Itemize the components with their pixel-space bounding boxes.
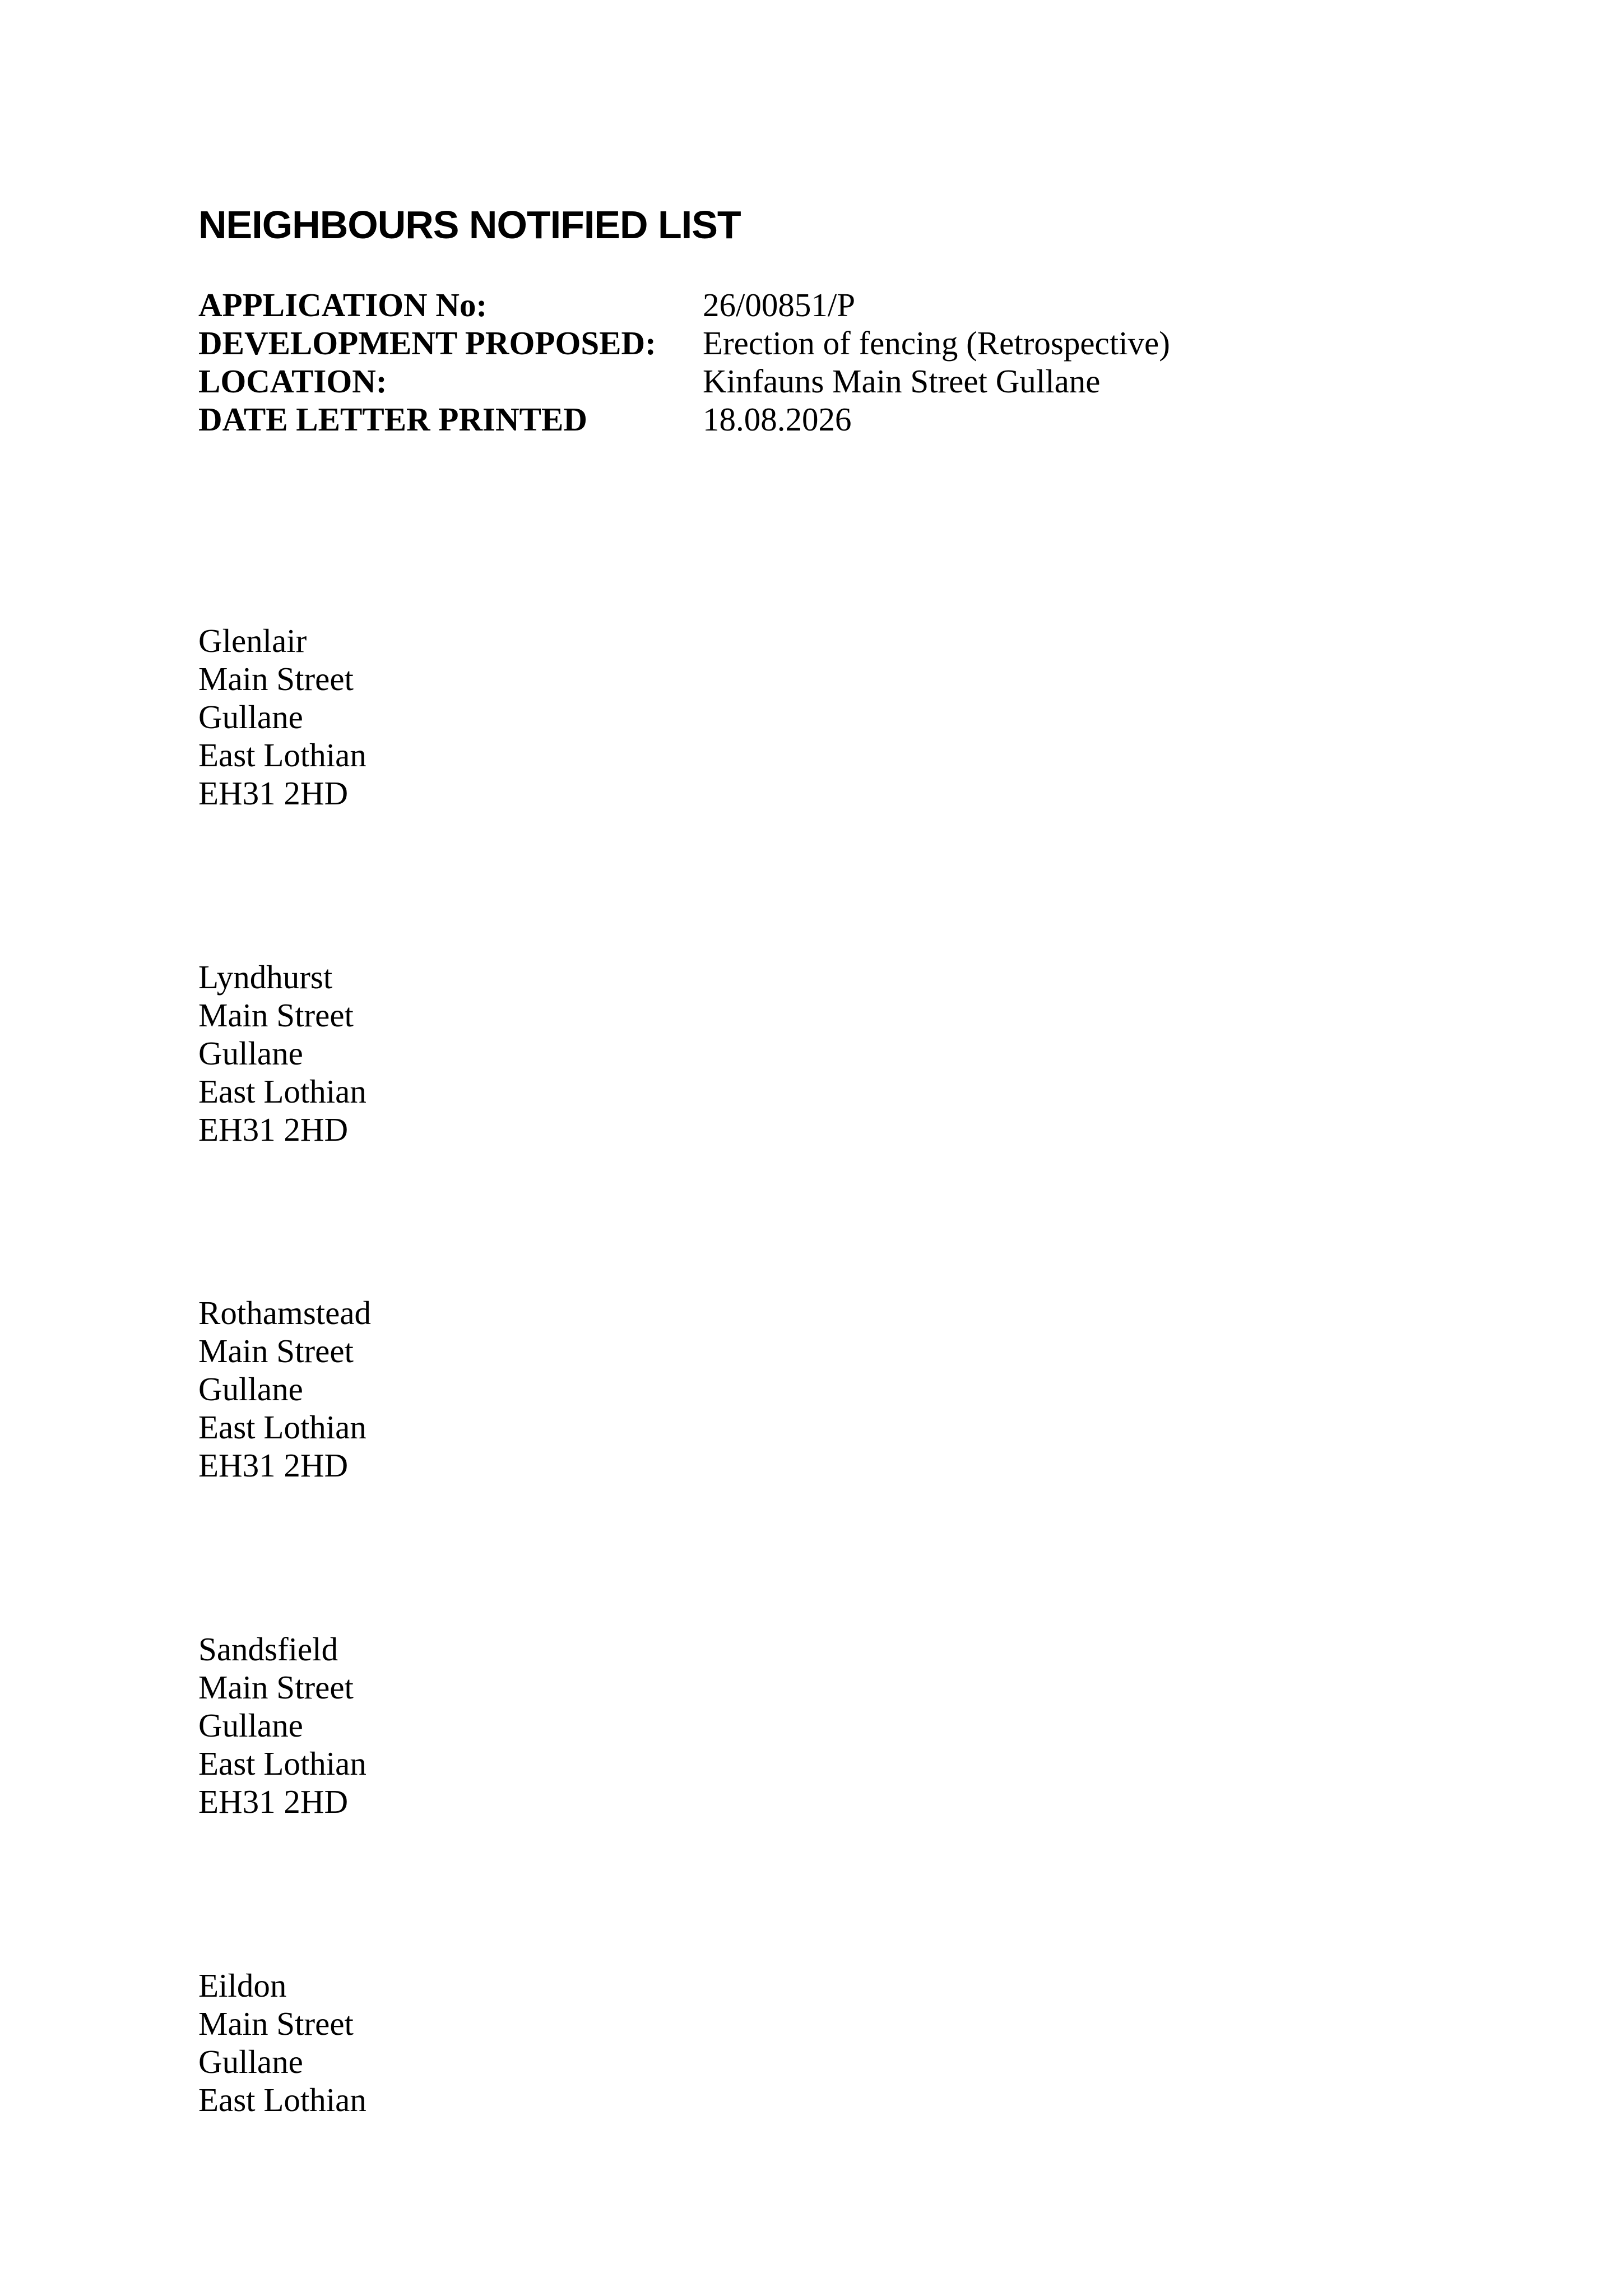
address-line: Gullane (198, 2043, 303, 2080)
address-line: Gullane (198, 1707, 303, 1744)
address-line: Main Street (198, 1332, 354, 1369)
application-number-value: 26/00851/P (703, 286, 856, 323)
address-line: Gullane (198, 1371, 303, 1408)
address-line: Rothamstead (198, 1294, 372, 1331)
address-line: Lyndhurst (198, 959, 333, 996)
development-proposed-label: DEVELOPMENT PROPOSED: (198, 325, 656, 362)
address-line: EH31 2HD (198, 1783, 349, 1820)
address-block (198, 1630, 366, 1821)
address-line: Main Street (198, 660, 354, 697)
application-number-label: APPLICATION No: (198, 286, 488, 323)
location-label: LOCATION: (198, 363, 387, 400)
address-line: Main Street (198, 2005, 354, 2042)
development-proposed-value: Erection of fencing (Retrospective) (703, 325, 1170, 362)
document-title: NEIGHBOURS NOTIFIED LIST (198, 203, 741, 247)
address-line: Main Street (198, 1669, 354, 1706)
address-line: Eildon (198, 1967, 287, 2004)
address-line: EH31 2HD (198, 1111, 349, 1148)
application-details (198, 286, 1170, 438)
address-line: East Lothian (198, 737, 366, 774)
address-block (198, 622, 366, 812)
address-line: Main Street (198, 997, 354, 1034)
address-line: Sandsfield (198, 1631, 338, 1668)
location-row (198, 362, 1170, 400)
application-number-row (198, 286, 1170, 324)
address-line: East Lothian (198, 1073, 366, 1110)
address-block (198, 958, 366, 1149)
address-line: East Lothian (198, 1745, 366, 1782)
address-block (198, 1966, 366, 2119)
address-line: Glenlair (198, 622, 307, 659)
address-line: Gullane (198, 1035, 303, 1072)
address-line: EH31 2HD (198, 775, 349, 812)
address-line: EH31 2HD (198, 1447, 349, 1484)
date-printed-row (198, 400, 1170, 438)
address-line: East Lothian (198, 2081, 366, 2118)
address-block (198, 1294, 371, 1484)
date-printed-value: 18.08.2026 (703, 401, 852, 438)
address-line: Gullane (198, 698, 303, 735)
address-line: East Lothian (198, 1409, 366, 1446)
development-proposed-row (198, 324, 1170, 362)
date-printed-label: DATE LETTER PRINTED (198, 401, 587, 438)
location-value: Kinfauns Main Street Gullane (703, 363, 1101, 400)
